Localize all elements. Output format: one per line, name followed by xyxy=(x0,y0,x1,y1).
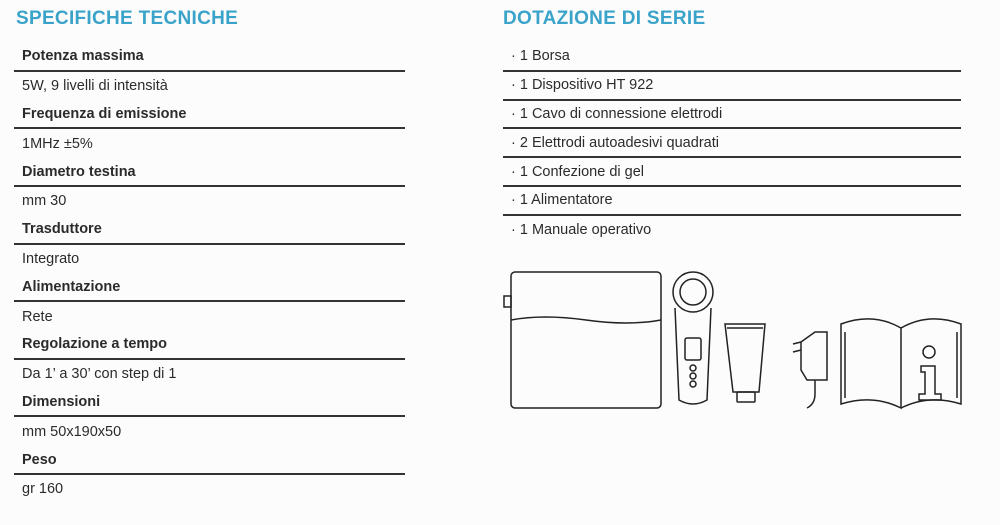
manual-icon xyxy=(841,319,961,408)
kit-item: · 1 Alimentatore xyxy=(503,187,961,216)
device-icon xyxy=(673,272,713,404)
kit-item: · 1 Dispositivo HT 922 xyxy=(503,72,961,101)
spec-value: gr 160 xyxy=(22,481,64,498)
bag-icon xyxy=(504,272,661,408)
spec-label: Trasduttore xyxy=(14,216,405,245)
spec-label: Dimensioni xyxy=(14,389,405,418)
spec-value: mm 50x190x50 xyxy=(22,423,122,440)
spec-value: Da 1’ a 30’ con step di 1 xyxy=(22,366,177,383)
kit-item: · 1 Borsa xyxy=(503,43,961,72)
kit-item: · 1 Cavo di connessione elettrodi xyxy=(503,101,961,130)
spec-value: mm 30 xyxy=(22,193,67,210)
kit-list xyxy=(503,43,961,245)
kit-item: · 1 Confezione di gel xyxy=(503,158,961,187)
kit-illustrations xyxy=(503,262,963,412)
power-adapter-icon xyxy=(793,332,827,408)
spec-value: 5W, 9 livelli di intensità xyxy=(22,78,168,95)
spec-label: Diametro testina xyxy=(14,158,405,187)
spec-label: Potenza massima xyxy=(14,43,405,72)
spec-label: Regolazione a tempo xyxy=(14,331,405,360)
specs-list xyxy=(14,43,405,504)
spec-label: Frequenza di emissione xyxy=(14,101,405,130)
kit-item: · 1 Manuale operativo xyxy=(511,222,652,239)
specs-title: SPECIFICHE TECNICHE xyxy=(16,8,239,29)
spec-label: Peso xyxy=(14,446,405,475)
spec-value: 1MHz ±5% xyxy=(22,135,93,152)
spec-value: Integrato xyxy=(22,250,80,267)
kit-item: · 2 Elettrodi autoadesivi quadrati xyxy=(503,129,961,158)
spec-label: Alimentazione xyxy=(14,273,405,302)
gel-tube-icon xyxy=(725,324,765,402)
kit-title: DOTAZIONE DI SERIE xyxy=(503,8,706,29)
spec-value: Rete xyxy=(22,308,53,325)
